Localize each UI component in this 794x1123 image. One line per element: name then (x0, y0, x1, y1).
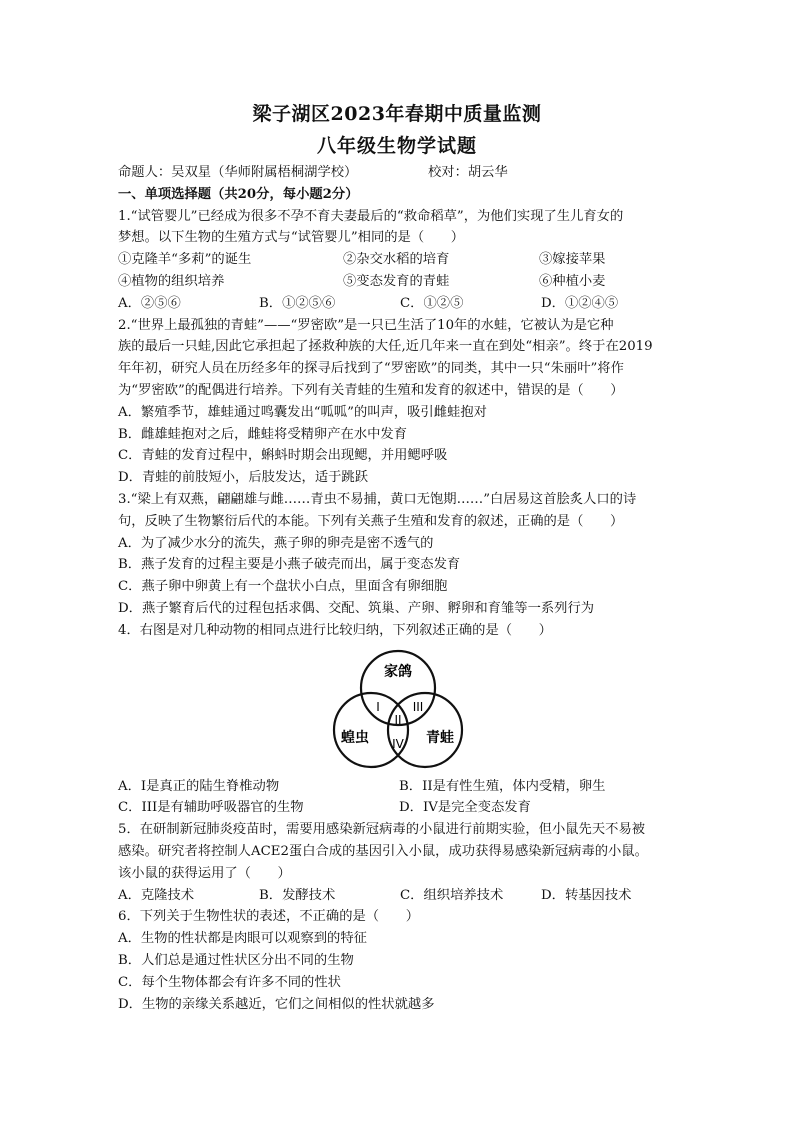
options-row (118, 797, 683, 819)
question-stem: 3.“梁上有双燕，翩翩雄与雌……青虫不易捕，黄口无饱期……”白居易这首脍炙人口的诗 (118, 491, 637, 507)
option-d: D．生物的亲缘关系越近，它们之间相似的性状就越多 (118, 996, 435, 1012)
option-b: B．发酵技术 (259, 887, 336, 903)
option-a: A．②⑤⑥ (118, 295, 181, 311)
option-b: B．II是有性生殖，体内受精，卵生 (399, 778, 606, 794)
question-stem: 族的最后一只蛙,因此它承担起了拯救种族的大任,近几年来一直在到处“相亲”。终于在2019 (118, 339, 653, 355)
venn-region-3: III (412, 699, 424, 714)
question-1 (118, 206, 683, 315)
question-stem: 该小鼠的获得运用了（ ） (118, 865, 291, 881)
option-d: D．青蛙的前肢短小，后肢发达，适于跳跃 (118, 470, 369, 486)
question-6 (118, 906, 683, 1015)
question-stem: 感染。研究者将控制人ACE2蛋白合成的基因引入小鼠，成功获得易感染新冠病毒的小鼠。 (118, 843, 648, 859)
item: ⑥种植小麦 (539, 273, 606, 289)
item-row (118, 271, 683, 293)
option-d: D．IV是完全变态发育 (399, 800, 531, 816)
question-stem: 年年初，研究人员在历经多年的探寻后找到了“罗密欧”的同类，其中一只“朱丽叶”将作 (118, 361, 624, 377)
option-b: B．①②⑤⑥ (259, 295, 336, 311)
section-heading: 一、单项选择题（共20分，每小题2分） (118, 186, 359, 202)
options-row (118, 776, 683, 798)
exam-title: 梁子湖区2023年春期中质量监测 (252, 103, 542, 125)
reviewer-text: 校对：胡云华 (428, 165, 508, 180)
option-c: C．青蛙的发育过程中，蝌蚪时期会出现鳃，并用鳃呼吸 (118, 448, 448, 464)
item-row (118, 249, 683, 271)
question-stem: 1.“试管婴儿”已经成为很多不孕不育夫妻最后的“救命稻草”，为他们实现了生儿育女的 (118, 208, 624, 224)
exam-subtitle: 八年级生物学试题 (316, 135, 477, 157)
option-c: C．燕子卵中卵黄上有一个盘状小白点，里面含有卵细胞 (118, 579, 448, 595)
item: ③嫁接苹果 (539, 252, 606, 268)
question-stem: 梦想。以下生物的生殖方式与“试管婴儿”相同的是（ ） (118, 230, 465, 246)
option-a: A．繁殖季节，雄蛙通过鸣囊发出“呱呱”的叫声，吸引雌蛙抱对 (118, 404, 487, 420)
item: ①克隆羊“多莉”的诞生 (118, 252, 252, 268)
option-b: B．雌雄蛙抱对之后，雌蛙将受精卵产在水中发育 (118, 426, 408, 442)
item: ⑤变态发育的青蛙 (343, 273, 450, 289)
question-stem: 6．下列关于生物性状的表述，不正确的是（ ） (118, 909, 419, 925)
option-d: D．①②④⑤ (541, 295, 619, 311)
question-3 (118, 489, 683, 620)
venn-label-top: 家鸽 (384, 663, 412, 680)
option-c: C．III是有辅助呼吸器官的生物 (118, 800, 304, 816)
question-stem: 4．右图是对几种动物的相同点进行比较归纳，下列叙述正确的是（ ） (118, 622, 552, 638)
option-a: A．克隆技术 (118, 887, 195, 903)
option-a: A．生物的性状都是肉眼可以观察到的特征 (118, 931, 367, 947)
venn-label-left: 蝗虫 (341, 729, 369, 746)
option-a: A．I是真正的陆生脊椎动物 (118, 778, 280, 794)
question-stem: 句，反映了生物繁衍后代的本能。下列有关燕子生殖和发育的叙述，正确的是（ ） (118, 513, 624, 529)
venn-region-4: IV (392, 736, 404, 751)
question-5 (118, 819, 683, 906)
venn-label-right: 青蛙 (426, 729, 454, 746)
credits-line (118, 162, 683, 184)
option-d: D．燕子繁育后代的过程包括求偶、交配、筑巢、产卵、孵卵和育雏等一系列行为 (118, 600, 595, 616)
venn-region-1: I (376, 699, 380, 714)
option-c: C．每个生物体都会有许多不同的性状 (118, 974, 341, 990)
option-c: C．①②⑤ (400, 295, 464, 311)
option-b: B．燕子发育的过程主要是小燕子破壳而出，属于变态发育 (118, 557, 461, 573)
author-text: 命题人：吴双星（华师附属梧桐湖学校） (118, 165, 358, 180)
option-b: B．人们总是通过性状区分出不同的生物 (118, 952, 354, 968)
question-stem: 5．在研制新冠肺炎疫苗时，需要用感染新冠病毒的小鼠进行前期实验，但小鼠先天不易被 (118, 822, 646, 838)
options-row (118, 293, 683, 315)
question-stem: 为“罗密欧”的配偶进行培养。下列有关青蛙的生殖和发育的叙述中，错误的是（ ） (118, 382, 624, 398)
question-stem: 2.“世界上最孤独的青蛙”——“罗密欧”是一只已生活了10年的水蛙，它被认为是它种 (118, 317, 614, 333)
question-2 (118, 315, 683, 489)
option-c: C．组织培养技术 (400, 887, 504, 903)
option-a: A．为了减少水分的流失，燕子卵的卵壳是密不透气的 (118, 535, 434, 551)
venn-diagram (328, 648, 468, 772)
question-4 (118, 620, 683, 819)
exam-content (118, 162, 683, 1015)
options-row (118, 885, 683, 907)
option-d: D．转基因技术 (541, 887, 632, 903)
item: ②杂交水稻的培育 (343, 252, 450, 268)
venn-region-2: II (394, 712, 402, 727)
item: ④植物的组织培养 (118, 273, 225, 289)
